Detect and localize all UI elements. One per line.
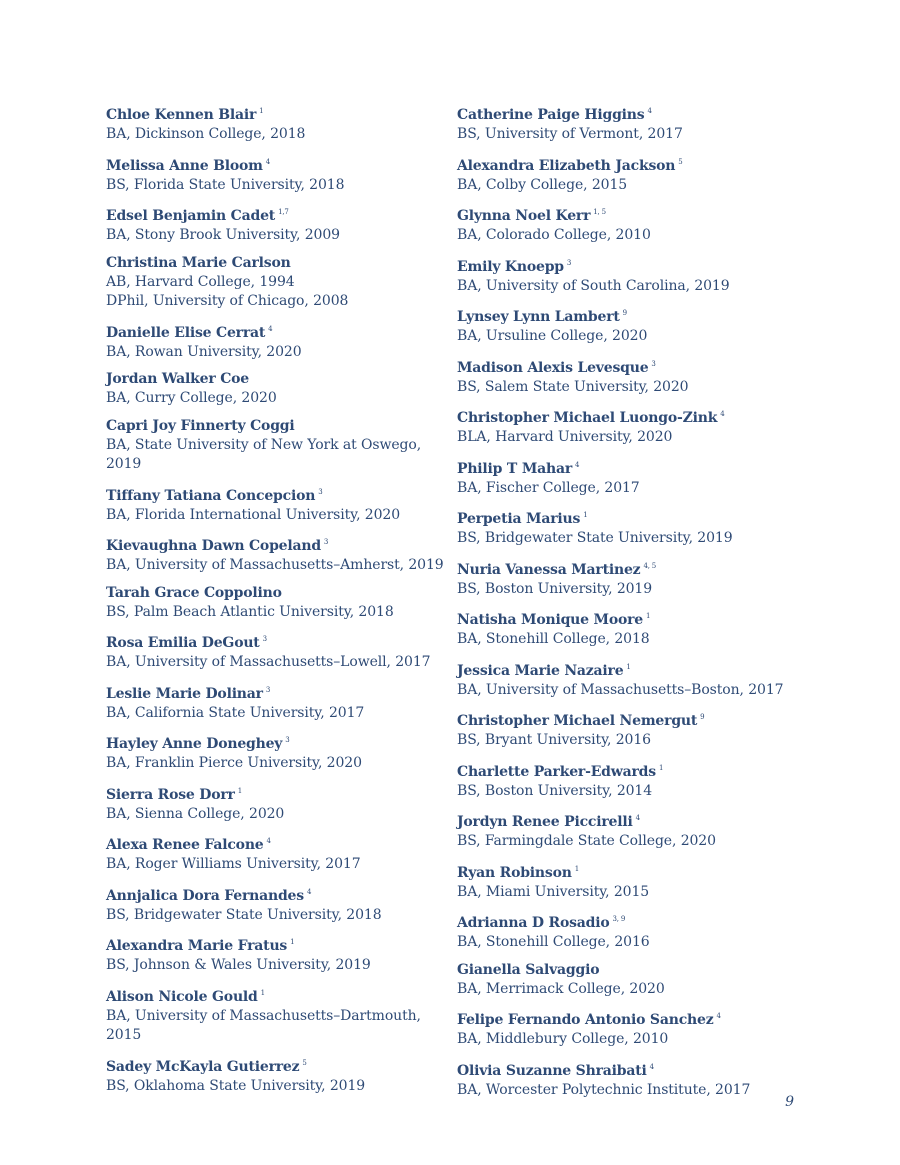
footnote-marker: 1 [574, 864, 579, 873]
degree-line: BA, Miami University, 2015 [457, 883, 650, 900]
graduate-name: Madison Alexis Levesque [457, 359, 649, 376]
graduate-name: Christopher Michael Luongo-Zink [457, 410, 718, 426]
graduate-name-line [106, 984, 446, 1007]
graduate-entry [457, 254, 857, 297]
graduate-name: Natisha Monique Moore [457, 612, 643, 628]
graduate-name: Catherine Paige Higgins [457, 107, 645, 123]
graduate-name-line [106, 417, 446, 436]
graduate-entry [106, 731, 446, 774]
degree-line: BS, Bridgewater State University, 2019 [457, 530, 733, 546]
graduate-entry [106, 483, 446, 526]
graduate-entry [106, 370, 446, 409]
graduate-entry [457, 405, 857, 448]
graduate-entry [457, 961, 857, 1000]
degree-line: BA, State University of New York at Oswego, 2019 [106, 436, 422, 472]
degree-line: BA, Ursuline College, 2020 [457, 328, 648, 344]
footnote-marker: 3 [262, 635, 267, 643]
degree-line: BA, University of Massachusetts–Lowell, 2017 [106, 654, 431, 670]
degree-line: BA, Sienna College, 2020 [106, 805, 285, 822]
degree-line: BA, Colorado College, 2010 [457, 227, 651, 243]
graduate-name-line [106, 681, 446, 704]
footnote-marker: 1 [260, 988, 265, 997]
footnote-marker: 1,7 [278, 208, 289, 216]
graduate-entry [106, 417, 446, 475]
footnote-marker: 4 [716, 1012, 721, 1020]
degree-line: BS, Bryant University, 2016 [457, 732, 651, 748]
graduate-name-line [457, 607, 857, 630]
footnote-marker: 1 [626, 662, 631, 671]
graduate-name: Perpetia Marius [457, 511, 581, 527]
footnote-marker: 3 [265, 685, 271, 694]
graduate-name-line [106, 102, 446, 125]
degree-line: BS, Florida State University, 2018 [106, 176, 345, 193]
graduate-name: Olivia Suzanne Shraibati [457, 1062, 647, 1079]
graduate-name: Edsel Benjamin Cadet [106, 208, 276, 224]
degree-line: BA, University of South Carolina, 2019 [457, 277, 730, 294]
footnote-marker: 4 [306, 887, 312, 896]
footnote-marker: 3 [566, 258, 572, 267]
degree-line: BS, Salem State University, 2020 [457, 378, 689, 395]
graduate-name: Sadey McKayla Gutierrez [106, 1058, 300, 1075]
graduate-name: Jessica Marie Nazaire [457, 662, 624, 679]
footnote-marker: 4 [266, 837, 271, 845]
graduate-entry [106, 254, 446, 312]
footnote-marker: 3 [323, 538, 329, 546]
footnote-marker: 1 [259, 107, 264, 115]
degree-line: BA, Florida International University, 2020 [106, 506, 401, 523]
graduate-name: Alexandra Elizabeth Jackson [457, 157, 676, 174]
graduate-name: Jordan Walker Coe [106, 371, 249, 387]
degree-line: DPhil, University of Chicago, 2008 [106, 293, 349, 309]
footnote-marker: 1 [658, 763, 664, 772]
graduate-entry [106, 832, 446, 875]
graduate-entry [106, 203, 446, 246]
graduate-name: Philip T Mahar [457, 460, 573, 477]
footnote-marker: 3, 9 [612, 915, 626, 923]
graduate-name: Leslie Marie Dolinar [106, 685, 263, 702]
footnote-marker: 4 [720, 410, 725, 418]
graduate-name-line [457, 658, 857, 681]
graduate-name-line [106, 1054, 446, 1077]
degree-line: BA, Stonehill College, 2016 [457, 934, 650, 950]
footnote-marker: 5 [678, 157, 683, 166]
graduate-name: Alexa Renee Falcone [106, 837, 264, 853]
degree-line: BA, University of Massachusetts–Amherst, 2019 [106, 557, 444, 573]
graduate-name-line [457, 1007, 857, 1030]
graduate-name: Ryan Robinson [457, 864, 572, 881]
graduate-name: Danielle Elise Cerrat [106, 324, 266, 341]
graduate-entry [106, 883, 446, 926]
degree-line: BA, Stonehill College, 2018 [457, 631, 650, 647]
graduate-entry [457, 456, 857, 499]
degree-line: BA, University of Massachusetts–Dartmouth, 2015 [106, 1007, 421, 1043]
footnote-marker: 1 [237, 786, 242, 795]
graduate-entry [457, 607, 857, 650]
degree-line: BS, Johnson & Wales University, 2019 [106, 957, 371, 973]
graduate-name: Emily Knoepp [457, 258, 564, 275]
graduate-name-line [106, 320, 446, 343]
graduate-name: Rosa Emilia DeGout [106, 635, 260, 651]
graduate-name-line [457, 1058, 857, 1081]
graduate-name: Jordyn Renee Piccirelli [457, 814, 633, 830]
graduate-name: Sierra Rose Dorr [106, 786, 235, 803]
graduate-name-line [106, 370, 446, 389]
graduate-name-line [106, 254, 446, 273]
footnote-marker: 4 [575, 460, 580, 469]
graduate-name-line [106, 483, 446, 506]
graduate-entry [457, 153, 857, 196]
graduate-name-line [457, 456, 857, 479]
graduate-entry [457, 708, 857, 751]
graduate-name-line [106, 630, 446, 653]
graduate-name: Adrianna D Rosadio [457, 915, 610, 931]
graduate-name: Tiffany Tatiana Concepcion [106, 487, 316, 504]
degree-line: BA, Middlebury College, 2010 [457, 1031, 669, 1047]
graduate-name-line [106, 203, 446, 226]
graduate-name-line [457, 708, 857, 731]
graduate-name: Alexandra Marie Fratus [106, 938, 288, 954]
right-column [457, 102, 857, 1108]
footnote-marker: 4 [268, 324, 273, 333]
footnote-marker: 4 [265, 157, 271, 166]
degree-line: BS, University of Vermont, 2017 [457, 126, 683, 142]
graduate-name-line [106, 933, 446, 956]
graduate-name: Hayley Anne Doneghey [106, 736, 283, 752]
degree-line: BA, Curry College, 2020 [106, 390, 277, 406]
graduate-entry [457, 1058, 857, 1101]
graduate-entry [457, 102, 857, 145]
graduate-name-line [106, 832, 446, 855]
graduate-entry [457, 910, 857, 953]
degree-line: BA, Merrimack College, 2020 [457, 980, 665, 997]
graduate-entry [106, 782, 446, 825]
degree-line: BS, Boston University, 2014 [457, 782, 653, 799]
graduate-name-line [457, 102, 857, 125]
graduate-name: Kievaughna Dawn Copeland [106, 538, 321, 554]
footnote-marker: 1, 5 [593, 208, 606, 216]
graduate-entry [457, 506, 857, 549]
degree-line: BA, Fischer College, 2017 [457, 479, 640, 496]
graduate-name-line [457, 203, 857, 226]
degree-line: BS, Boston University, 2019 [457, 580, 653, 597]
footnote-marker: 9 [700, 713, 705, 721]
graduate-name: Alison Nicole Gould [106, 988, 258, 1005]
page-number: 9 [785, 1094, 794, 1110]
footnote-marker: 4, 5 [643, 561, 656, 570]
graduate-entry [106, 681, 446, 724]
graduate-name-line [106, 731, 446, 754]
degree-line: BA, Dickinson College, 2018 [106, 126, 306, 142]
footnote-marker: 4 [647, 107, 652, 115]
graduate-name: Glynna Noel Kerr [457, 208, 591, 224]
graduate-name-line [457, 254, 857, 277]
graduate-name: Charlette Parker-Edwards [457, 763, 656, 780]
graduate-entry [457, 355, 857, 398]
graduate-name-line [457, 506, 857, 529]
graduate-name-line [457, 153, 857, 176]
graduate-name: Capri Joy Finnerty Coggi [106, 417, 295, 434]
degree-line: BA, California State University, 2017 [106, 704, 365, 721]
graduate-name-line [457, 304, 857, 327]
graduate-name-line [106, 533, 446, 556]
graduate-name-line [457, 355, 857, 378]
graduate-name-line [457, 910, 857, 933]
footnote-marker: 3 [651, 359, 656, 368]
graduate-name-line [106, 153, 446, 176]
graduate-entry [106, 102, 446, 145]
footnote-marker: 3 [318, 487, 323, 496]
footnote-marker: 4 [635, 814, 640, 822]
graduate-name-line [457, 557, 857, 580]
degree-line: BS, Oklahoma State University, 2019 [106, 1077, 366, 1094]
graduate-entry [457, 304, 857, 347]
degree-line: BA, Colby College, 2015 [457, 176, 628, 193]
graduate-name-line [106, 584, 446, 603]
graduate-entry [457, 1007, 857, 1050]
degree-line: BS, Farmingdale State College, 2020 [457, 833, 716, 849]
graduate-entry [106, 984, 446, 1046]
graduate-name: Melissa Anne Bloom [106, 157, 263, 174]
footnote-marker: 1 [646, 612, 651, 620]
graduate-entry [106, 533, 446, 576]
graduate-name: Lynsey Lynn Lambert [457, 309, 620, 325]
graduate-entry [457, 658, 857, 701]
graduate-entry [457, 203, 857, 246]
graduate-entry [457, 809, 857, 852]
graduate-name-line [457, 809, 857, 832]
degree-line: BA, Roger Williams University, 2017 [106, 856, 361, 872]
graduate-name-line [106, 883, 446, 906]
graduate-name-line [457, 405, 857, 428]
footnote-marker: 4 [649, 1062, 654, 1071]
degree-line: BLA, Harvard University, 2020 [457, 429, 673, 445]
graduate-entry [106, 1054, 446, 1097]
footnote-marker: 9 [622, 309, 627, 317]
graduate-name: Tarah Grace Coppolino [106, 584, 282, 601]
graduate-name-line [457, 961, 857, 980]
graduate-name-line [457, 860, 857, 883]
graduate-name: Christina Marie Carlson [106, 254, 291, 271]
graduate-entry [106, 584, 446, 623]
degree-line: BS, Bridgewater State University, 2018 [106, 906, 382, 923]
graduate-entry [106, 630, 446, 673]
degree-line: BA, Worcester Polytechnic Institute, 2017 [457, 1081, 751, 1098]
graduate-entry [457, 759, 857, 802]
graduate-name: Christopher Michael Nemergut [457, 713, 698, 729]
graduate-name: Gianella Salvaggio [457, 961, 600, 978]
graduate-entry [106, 933, 446, 976]
graduate-entry [457, 557, 857, 600]
graduate-entry [106, 320, 446, 363]
degree-line: AB, Harvard College, 1994 [106, 273, 295, 290]
footnote-marker: 3 [285, 736, 290, 744]
footnote-marker: 1 [290, 938, 295, 946]
graduate-name: Felipe Fernando Antonio Sanchez [457, 1012, 714, 1028]
degree-line: BA, Rowan University, 2020 [106, 343, 302, 360]
footnote-marker: 1 [583, 511, 588, 519]
graduate-name: Nuria Vanessa Martinez [457, 561, 641, 578]
graduate-name: Chloe Kennen Blair [106, 107, 257, 123]
footnote-marker: 5 [302, 1058, 307, 1067]
degree-line: BA, Franklin Pierce University, 2020 [106, 755, 362, 771]
degree-line: BA, University of Massachusetts–Boston, 2017 [457, 681, 784, 698]
graduate-entry [106, 153, 446, 196]
graduate-entry [457, 860, 857, 903]
degree-line: BS, Palm Beach Atlantic University, 2018 [106, 603, 394, 620]
graduate-name-line [106, 782, 446, 805]
left-column [106, 102, 446, 1104]
graduate-name-line [457, 759, 857, 782]
degree-line: BA, Stony Brook University, 2009 [106, 227, 340, 243]
graduate-name: Annjalica Dora Fernandes [106, 887, 304, 904]
